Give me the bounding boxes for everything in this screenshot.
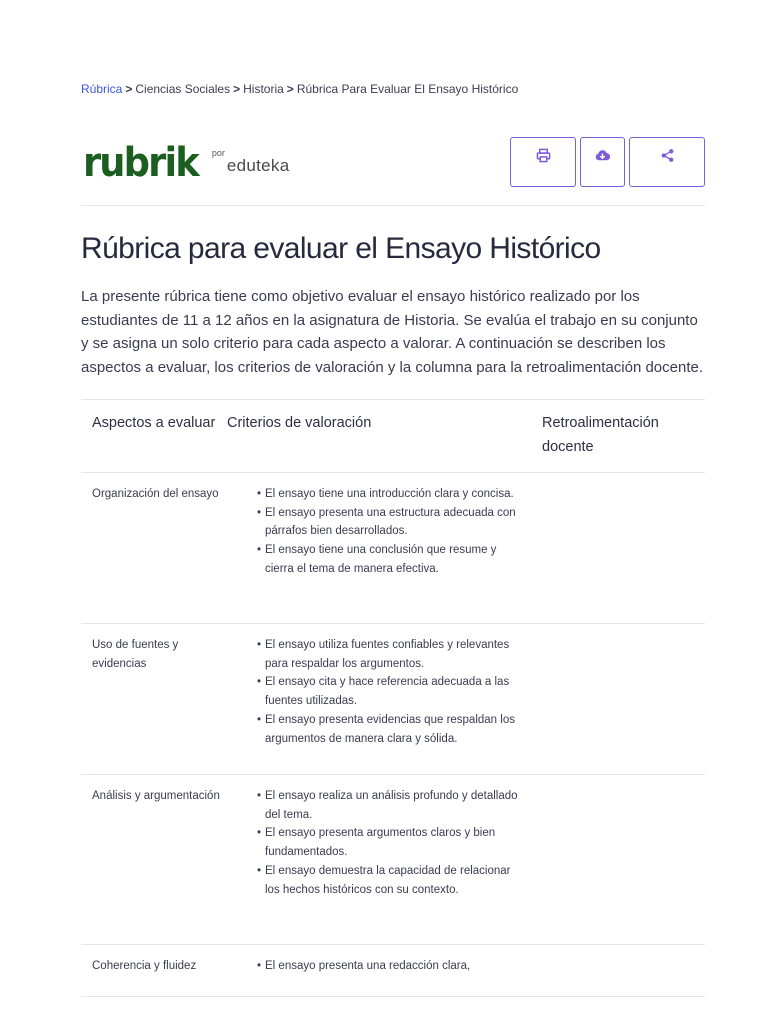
criteria-list	[227, 485, 527, 579]
criteria-item: • El ensayo tiene una conclusión que resume y cierra el tema de manera efectiva.	[257, 541, 527, 578]
aspect-cell: Coherencia y fluidez	[81, 945, 227, 997]
feedback-cell	[542, 945, 705, 997]
table-row	[81, 624, 705, 775]
table-row	[81, 473, 705, 624]
criteria-list	[227, 636, 527, 748]
feedback-cell	[542, 624, 705, 775]
feedback-cell	[542, 473, 705, 624]
breadcrumb-separator: >	[286, 82, 294, 96]
rubrik-logo[interactable]	[83, 134, 290, 184]
criteria-item: • El ensayo utiliza fuentes confiables y relevantes para respaldar los argumentos.	[257, 636, 527, 673]
criteria-item: • El ensayo presenta una redacción clara,	[257, 957, 527, 976]
logo-wordmark: rubrik	[83, 140, 198, 186]
criteria-cell	[227, 624, 542, 775]
breadcrumb-item-current: Rúbrica Para Evaluar El Ensayo Histórico	[296, 82, 519, 96]
criteria-item: • El ensayo realiza un análisis profundo y detallado del tema.	[257, 787, 527, 824]
logo-eduteka: eduteka	[226, 156, 290, 175]
breadcrumb-item-ciencias-sociales[interactable]: Ciencias Sociales	[135, 82, 231, 96]
column-header-aspects: Aspectos a evaluar	[81, 400, 227, 473]
breadcrumb-item-historia[interactable]: Historia	[243, 82, 284, 96]
header-divider	[81, 205, 705, 206]
criteria-item: • El ensayo presenta una estructura adecuada con párrafos bien desarrollados.	[257, 504, 527, 541]
print-button[interactable]	[510, 137, 576, 187]
aspect-cell: Organización del ensayo	[81, 473, 227, 624]
criteria-list	[227, 957, 527, 976]
criteria-list	[227, 787, 527, 899]
breadcrumb	[81, 82, 518, 96]
table-header-row	[81, 400, 705, 473]
criteria-item: • El ensayo presenta argumentos claros y bien fundamentados.	[257, 824, 527, 861]
breadcrumb-separator: >	[125, 82, 133, 96]
action-buttons	[510, 137, 705, 187]
breadcrumb-separator: >	[233, 82, 241, 96]
print-icon	[536, 148, 551, 168]
criteria-item: • El ensayo tiene una introducción clara y concisa.	[257, 485, 527, 504]
page-title: Rúbrica para evaluar el Ensayo Histórico	[81, 232, 601, 265]
criteria-cell	[227, 775, 542, 945]
criteria-cell	[227, 945, 542, 997]
criteria-cell	[227, 473, 542, 624]
criteria-item: • El ensayo cita y hace referencia adecuada a las fuentes utilizadas.	[257, 673, 527, 710]
column-header-feedback: Retroalimentación docente	[542, 400, 705, 473]
cloud-download-icon	[595, 148, 610, 168]
share-button[interactable]	[629, 137, 705, 187]
column-header-criteria: Criterios de valoración	[227, 400, 542, 473]
criteria-item: • El ensayo presenta evidencias que respaldan los argumentos de manera clara y sólida.	[257, 711, 527, 748]
header	[81, 134, 705, 192]
table-row	[81, 945, 705, 997]
logo-por: por	[211, 148, 225, 158]
aspect-cell: Uso de fuentes y evidencias	[81, 624, 227, 775]
table-row	[81, 775, 705, 945]
share-icon	[660, 148, 675, 168]
aspect-cell: Análisis y argumentación	[81, 775, 227, 945]
breadcrumb-item-rubrica[interactable]: Rúbrica	[81, 82, 123, 96]
download-button[interactable]	[580, 137, 625, 187]
criteria-item: • El ensayo demuestra la capacidad de relacionar los hechos históricos con su contexto.	[257, 862, 527, 899]
rubric-table	[81, 399, 705, 997]
feedback-cell	[542, 775, 705, 945]
page-description: La presente rúbrica tiene como objetivo evaluar el ensayo histórico realizado por los estudiantes de 11 a 12 años en la asignatura de Historia. Se evalúa el trabajo en su conjunto y se asigna un solo criterio para cada aspecto a valorar. A continuación se describen los aspectos a evaluar, los criterios de valoración y la columna para la retroalimentación docente.	[81, 288, 704, 376]
